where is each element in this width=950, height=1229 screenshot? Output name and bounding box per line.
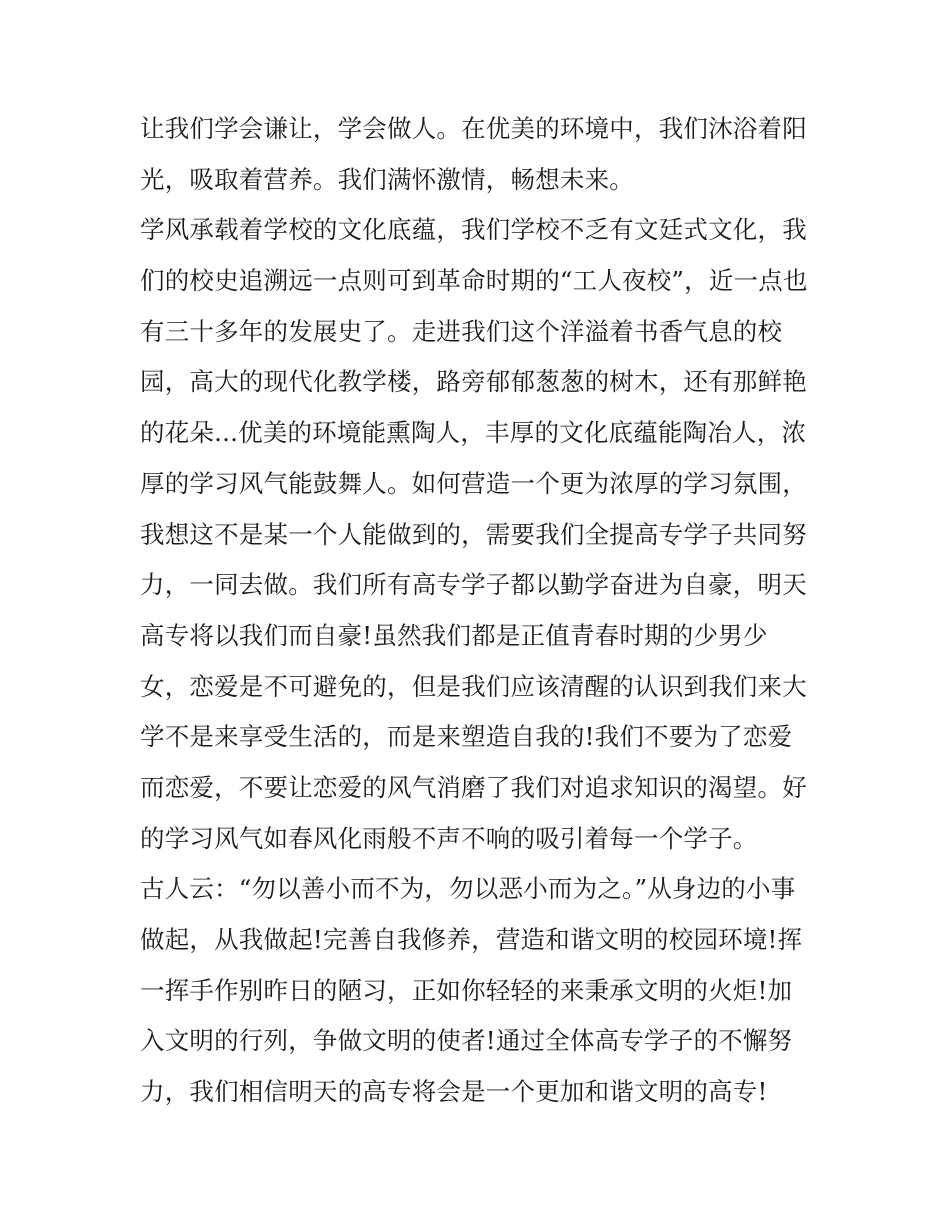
text-line: 的花朵...优美的环境能熏陶人，丰厚的文化底蕴能陶冶人，浓 [140,418,807,448]
text-line: 的学习风气如春风化雨般不声不响的吸引着每一个学子。 [140,823,758,853]
text-line: 入文明的行列，争做文明的使者!通过全体高专学子的不懈努 [140,1026,793,1056]
text-line: 园，高大的现代化教学楼，路旁郁郁葱葱的树木，还有那鲜艳 [140,367,807,397]
text-line: 力，一同去做。我们所有高专学子都以勤学奋进为自豪，明天 [140,570,807,600]
text-line: 一挥手作别昨日的陋习，正如你轻轻的来秉承文明的火炬!加 [140,975,793,1005]
text-line: 高专将以我们而自豪!虽然我们都是正值青春时期的少男少 [140,620,768,650]
text-line: 光，吸取着营养。我们满怀激情，畅想未来。 [140,164,634,194]
text-line: 们的校史追溯远一点则可到革命时期的“工人夜校”，近一点也 [140,266,808,296]
text-line: 厚的学习风气能鼓舞人。如何营造一个更为浓厚的学习氛围， [140,468,807,498]
text-line: 做起，从我做起!完善自我修养，营造和谐文明的校园环境!挥 [140,925,803,954]
text-line: 我想这不是某一个人能做到的，需要我们全提高专学子共同努 [140,519,807,549]
text-line: 学不是来享受生活的，而是来塑造自我的!我们不要为了恋爱 [140,722,793,752]
text-line: 让我们学会谦让，学会做人。在优美的环境中，我们沐浴着阳 [140,114,807,143]
text-line: 女，恋爱是不可避免的，但是我们应该清醒的认识到我们来大 [140,671,807,701]
text-line: 学风承载着学校的文化底蕴，我们学校不乏有文廷式文化，我 [140,215,807,245]
text-line: 古人云：“勿以善小而不为，勿以恶小而为之。”从身边的小事 [140,874,796,904]
text-line: 力，我们相信明天的高专将会是一个更加和谐文明的高专! [140,1077,768,1107]
text-line: 而恋爱，不要让恋爱的风气消磨了我们对追求知识的渴望。好 [140,772,807,802]
document-body [140,104,820,1118]
text-line: 有三十多年的发展史了。走进我们这个洋溢着书香气息的校 [140,316,783,346]
